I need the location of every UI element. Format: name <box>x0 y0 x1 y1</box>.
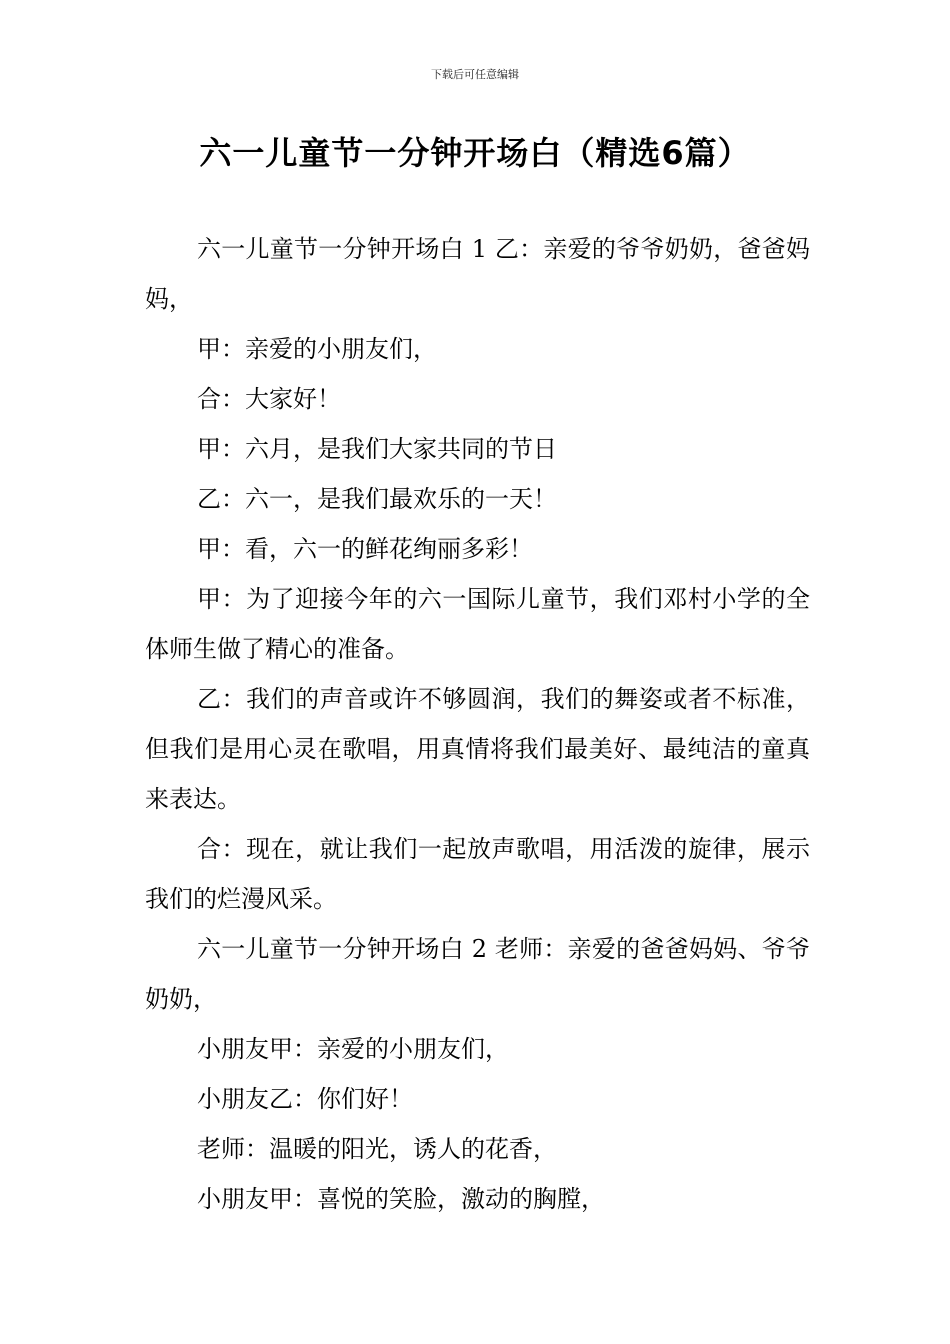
paragraph: 小朋友甲：喜悦的笑脸，激动的胸膛， <box>197 1185 605 1213</box>
paragraph: 甲：六月，是我们大家共同的节日 <box>197 435 557 463</box>
paragraph: 甲：亲爱的小朋友们， <box>197 335 437 363</box>
header-note: 下载后可任意编辑 <box>431 68 519 81</box>
paragraph: 甲：看，六一的鲜花绚丽多彩！ <box>197 535 533 563</box>
paragraph: 合：大家好！ <box>197 385 341 413</box>
paragraph: 六一儿童节一分钟开场白 1 乙：亲爱的爷爷奶奶，爸爸妈妈， <box>145 235 810 313</box>
document-body <box>145 224 810 1224</box>
paragraph: 小朋友乙：你们好！ <box>197 1085 413 1113</box>
paragraph: 乙：我们的声音或许不够圆润，我们的舞姿或者不标准，但我们是用心灵在歌唱，用真情将我们最美好、最纯洁的童真来表达。 <box>145 685 810 813</box>
paragraph: 甲：为了迎接今年的六一国际儿童节，我们邓村小学的全体师生做了精心的准备。 <box>145 585 810 663</box>
paragraph: 小朋友甲：亲爱的小朋友们， <box>197 1035 509 1063</box>
paragraph: 乙：六一，是我们最欢乐的一天！ <box>197 485 557 513</box>
paragraph: 合：现在，就让我们一起放声歌唱，用活泼的旋律，展示我们的烂漫风采。 <box>145 835 810 913</box>
paragraph: 老师：温暖的阳光，诱人的花香， <box>197 1135 557 1163</box>
paragraph: 六一儿童节一分钟开场白 2 老师：亲爱的爸爸妈妈、爷爷奶奶， <box>145 935 810 1013</box>
document-title: 六一儿童节一分钟开场白（精选6篇） <box>199 134 751 172</box>
